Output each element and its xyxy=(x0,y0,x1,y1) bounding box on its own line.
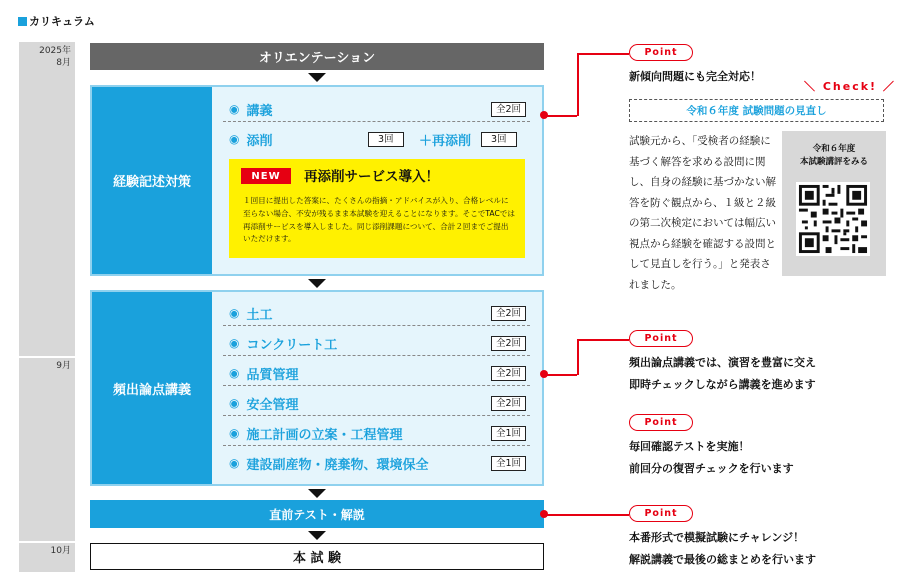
point-badge: Point xyxy=(629,44,693,61)
correction-item: ◉ 添削 3回 ＋再添削 3回 xyxy=(223,127,530,151)
connector-line xyxy=(544,514,629,516)
point-badge: Point xyxy=(629,505,693,522)
month-label-aug: 2025年 8月 xyxy=(39,46,71,68)
timeline-bar xyxy=(19,42,75,572)
topic-item: ◉ 建設副産物・廃棄物、環境保全 全1回 xyxy=(223,451,530,475)
connector-line xyxy=(544,115,577,117)
down-arrow-icon xyxy=(308,531,326,540)
month-label-oct: 10月 xyxy=(50,546,71,556)
topic-item: ◉ コンクリート工 全2回 xyxy=(223,331,530,356)
point-1-text: 新傾向問題にも完全対応！ xyxy=(629,70,761,83)
count-badge: 全2回 xyxy=(491,306,526,321)
lecture-item: ◉ 講義 全2回 xyxy=(223,97,530,122)
down-arrow-icon xyxy=(308,489,326,498)
count-badge: 全2回 xyxy=(491,396,526,411)
qr-code-icon xyxy=(796,182,870,256)
circle-bullet-icon: ◉ xyxy=(229,426,240,440)
down-arrow-icon xyxy=(308,73,326,82)
point-badge: Point xyxy=(629,414,693,431)
qr-code[interactable] xyxy=(796,182,870,256)
new-service-text: １回目に提出した答案に、たくさんの指摘・アドバイスが入り、合格レベルに至らない場合、不安が残るまま本試験を迎えることになります。そこでTACでは再添削サービスを導入しました。同じ添削課題について、合計２回までご提出いただけます。 xyxy=(243,196,515,244)
point-badge: Point xyxy=(629,330,693,347)
topic-item: ◉ 品質管理 全2回 xyxy=(223,361,530,386)
orientation-bar: オリエンテーション xyxy=(90,43,544,70)
circle-bullet-icon: ◉ xyxy=(229,396,240,410)
connector-line xyxy=(577,53,579,116)
connector-dot xyxy=(540,510,548,518)
topic-item: ◉ 施工計画の立案・工程管理 全1回 xyxy=(223,421,530,446)
new-service-box xyxy=(229,159,525,258)
connector-line xyxy=(544,374,577,376)
topic-item: ◉ 安全管理 全2回 xyxy=(223,391,530,416)
count-badge: 全2回 xyxy=(491,366,526,381)
point-3-text: 毎回確認テストを実施！ 前回分の復習チェックを行います xyxy=(629,440,794,475)
circle-bullet-icon: ◉ xyxy=(229,456,240,470)
count-badge: 3回 xyxy=(368,132,404,147)
timeline-divider xyxy=(19,541,75,543)
connector-line xyxy=(577,339,629,341)
topic-item: ◉ 土工 全2回 xyxy=(223,301,530,326)
recorrection-label: ＋再添削 xyxy=(419,134,472,149)
count-badge: 全1回 xyxy=(491,426,526,441)
exam-review-text: 試験元から、「受検者の経験に基づく解答を求める設問に関し、自身の経験に基づかない解答を防ぐ観点から、１級と２級の第二次検定においては幅広い視点から経験を確認する設問として見直しを行う。」と発表されました。 xyxy=(629,135,776,291)
count-badge: 全1回 xyxy=(491,456,526,471)
connector-line xyxy=(577,339,579,375)
circle-bullet-icon: ◉ xyxy=(229,102,240,116)
month-label-sep: 9月 xyxy=(56,361,71,371)
connector-dot xyxy=(540,111,548,119)
count-badge: 全2回 xyxy=(491,336,526,351)
new-tag: NEW xyxy=(241,168,291,184)
check-label: ＼ Check! ／ xyxy=(804,80,896,93)
down-arrow-icon xyxy=(308,279,326,288)
count-badge: 3回 xyxy=(481,132,517,147)
new-service-heading: 再添削サービス導入！ xyxy=(304,169,439,185)
circle-bullet-icon: ◉ xyxy=(229,336,240,350)
connector-dot xyxy=(540,370,548,378)
timeline-divider xyxy=(19,356,75,358)
exam-bar: 本 試 験 xyxy=(90,543,544,570)
count-badge: 全2回 xyxy=(491,102,526,117)
final-test-bar: 直前テスト・解説 xyxy=(90,500,544,528)
circle-bullet-icon: ◉ xyxy=(229,306,240,320)
point-2-text: 頻出論点講義では、演習を豊富に交え 即時チェックしながら講義を進めます xyxy=(629,356,816,391)
connector-line xyxy=(577,53,629,55)
circle-bullet-icon: ◉ xyxy=(229,132,240,146)
qr-panel xyxy=(782,131,886,276)
exam-review-heading: 令和６年度 試験問題の見直し xyxy=(629,99,884,122)
experience-label: 経験記述対策 xyxy=(92,87,212,274)
qr-caption: 令和６年度 本試験講評をみる xyxy=(799,144,868,167)
point-4-text: 本番形式で模擬試験にチャレンジ！ 解説講義で最後の総まとめを行います xyxy=(629,531,816,566)
square-icon xyxy=(18,17,27,26)
circle-bullet-icon: ◉ xyxy=(229,366,240,380)
section-title: カリキュラム xyxy=(18,13,95,29)
frequent-label: 頻出論点講義 xyxy=(92,292,212,484)
